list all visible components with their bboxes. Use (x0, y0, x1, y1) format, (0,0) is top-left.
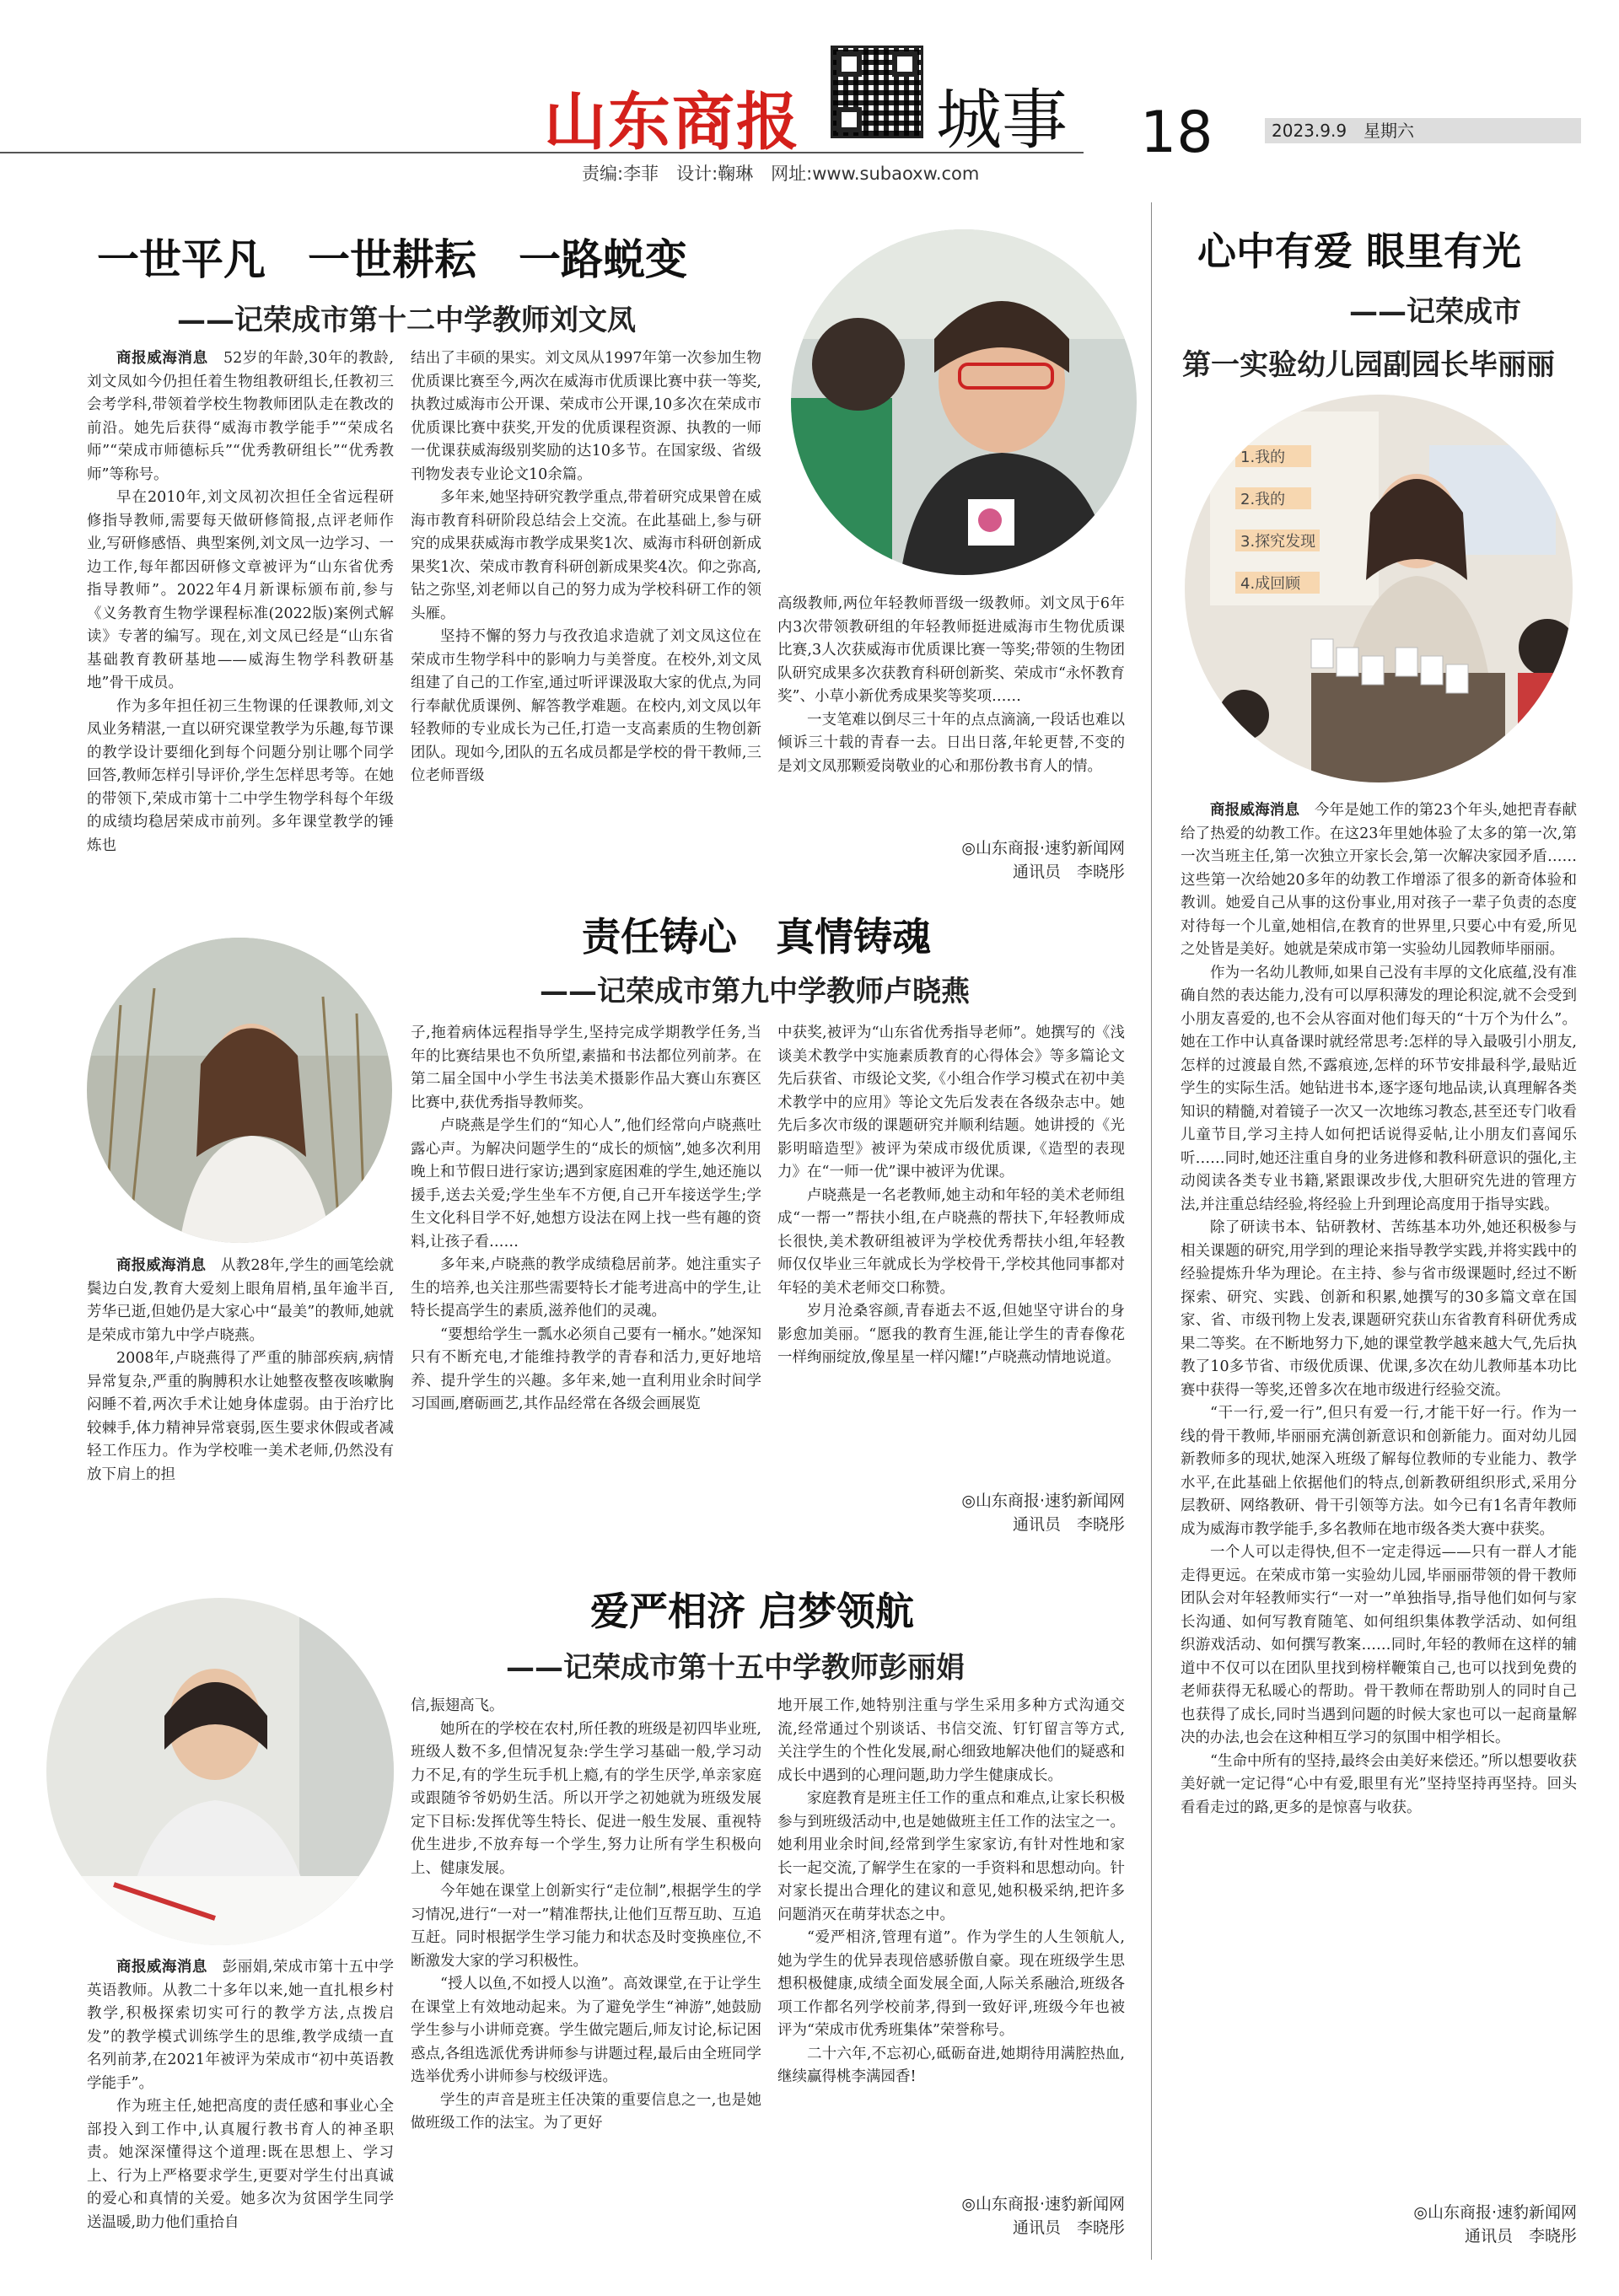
reporter-line: 通讯员 李晓彤 (1012, 863, 1125, 881)
paragraph: 结出了丰硕的果实。刘文凤从1997年第一次参加生物优质课比赛至今,两次在威海市优质课比赛中获一等奖,执教过威海市公开课、荣成市公开课,10多次在荣成市优质课比赛中获奖,开发的优质课程资源、执教的一师一优课获威海级别奖励的达10多节。在国家级、省级刊物发表专业论文10余篇。 (411, 350, 761, 483)
article1-column-2 (411, 347, 761, 883)
paragraph: 今年她在课堂上创新实行“走位制”,根据学生的学习情况,进行“一对一”精准帮扶,让他们互帮互助、互追互赶。同时根据学生学习能力和状态及时变换座位,不断激发大家的学习积极性。 (411, 1883, 761, 1970)
paragraph: 卢晓燕是一名老教师,她主动和年轻的美术老师组成“一帮一”帮扶小组,在卢晓燕的帮扶下,年轻教师成长很快,美术教研组被评为学校优秀帮扶小组,年轻教师仅仅毕业三年就成长为学校骨干,学校其他同事都对年轻的美术老师交口称赞。 (777, 1186, 1125, 1297)
article3-credit (843, 1489, 1125, 1536)
article2-credit (1290, 2201, 1577, 2248)
article3-subtitle: ——记荣成市第九中学教师卢晓燕 (540, 975, 970, 1008)
page-number: 18 (1140, 99, 1213, 166)
paragraph: 多年来,她坚持研究教学重点,带着研究成果曾在威海市教育科研阶段总结会上交流。在此基础上,参与研究的成果获威海市教学成果奖1次、威海市科研创新成果奖1次、荣成市教育科研创新成果奖4次。仰之弥高,钻之弥坚,刘老师以自己的努力成为学校科研工作的领头雁。 (411, 489, 761, 622)
paragraph: 卢晓燕是学生们的“知心人”,他们经常向卢晓燕吐露心声。为解决问题学生的“成长的烦恼”,她多次利用晚上和节假日进行家访;遇到家庭困难的学生,她还施以援手,送去关爱;学生坐车不方便,自己开车接送学生;学生文化科目学不好,她想方设法在网上找一些有趣的资料,让孩子看…… (411, 1117, 761, 1250)
article2-subtitle-line2: 第一实验幼儿园副园长毕丽丽 (1182, 348, 1555, 382)
paragraph: 坚持不懈的努力与孜孜追求造就了刘文凤这位在荣成市生物学科中的影响力与美誉度。在校外,刘文凤组建了自己的工作室,通过听评课汲取大家的优点,为同行奉献优质课例、解答教学难题。在校内,刘文凤以年轻教师的专业成长为己任,打造一支高素质的生物创新团队。现如今,团队的五名成员都是学校的骨干教师,三位老师晋级 (411, 628, 761, 784)
paragraph: 信,振翅高飞。 (411, 1697, 504, 1714)
paragraph: 学生的声音是班主任决策的重要信息之一,也是她做班级工作的法宝。为了更好 (411, 2091, 761, 2132)
paragraph: 从教28年,学生的画笔绘就鬓边白发,教育大爱刻上眼角眉梢,虽年逾半百,芳华已逝,但她仍是大家心中“最美”的教师,她就是荣成市第九中学卢晓燕。 (87, 1257, 394, 1344)
article4-column-2 (411, 1695, 761, 2256)
paragraph: 地开展工作,她特别注重与学生采用多种方式沟通交流,经常通过个别谈话、书信交流、钉钉留言等方式,关注学生的个性化发展,耐心细致地解决他们的疑惑和成长中遇到的心理问题,助力学生健康成长。 (777, 1697, 1125, 1784)
article3-column-2 (411, 1022, 761, 1625)
source-line: ◎山东商报·速豹新闻网 (961, 839, 1125, 858)
article1-lead: 商报威海消息 (116, 350, 208, 367)
reporter-line: 通讯员 李晓彤 (1012, 1515, 1125, 1534)
photo-sign: 4.成回顾 (1240, 575, 1301, 593)
paragraph: 多年来,卢晓燕的教学成绩稳居前茅。她注重实子生的培养,也关注那些需要特长才能考进高中的学生,让特长提高学生的素质,滋养他们的灵魂。 (411, 1256, 761, 1320)
photo-sign: 1.我的 (1240, 449, 1286, 466)
paragraph: 作为多年担任初三生物课的任课教师,刘文凤业务精湛,一直以研究课堂教学为乐趣,每节课的教学设计要细化到每个问题分别让哪个同学回答,教师怎样引导评价,学生怎样思考等。在她的带领下,荣成市第十二中学生物学科每个年级的成绩均稳居荣成市前列。多年课堂教学的锤炼也 (87, 697, 394, 854)
paragraph: 作为班主任,她把高度的责任感和事业心全部投入到工作中,认真履行教书育人的神圣职责。她深深懂得这个道理:既在思想上、学习上、行为上严格要求学生,更要对学生付出真诚的爱心和真情的关爱。她多次为贫困学生同学送温暖,助力他们重拾自 (87, 2098, 394, 2231)
paragraph: 作为一名幼儿教师,如果自己没有丰厚的文化底蕴,没有准确自然的表达能力,没有可以厚积薄发的理论积淀,就不会受到小朋友喜爱的,也不会从容面对他们每天的“十万个为什么”。她在工作中认真备课时就经常思考:怎样的导入最吸引小朋友,怎样的过渡最自然,不露痕迹,怎样的环节安排最科学,最贴近学生的实际生活。她钻进书本,逐字逐句地品读,认真理解各类知识的精髓,对着镜子一次又一次地练习教态,甚至还专门收看儿童节目,学习主持人如何把话说得妥帖,让小朋友们喜闻乐听……同时,她还注重自身的业务进修和教科研意识的强化,主动阅读各类专业书籍,紧跟课改步伐,大胆研究先进的管理方法,并注重总结经验,将经验上升到理论高度用于指导实践。 (1181, 964, 1577, 1213)
article3-column-3 (777, 1022, 1125, 1486)
article4-column-1 (87, 1956, 394, 2253)
column-divider (1151, 202, 1152, 2260)
article2-subtitle-line1: ——记荣成市 (1349, 295, 1521, 329)
paragraph: 今年是她工作的第23个年头,她把青春献给了热爱的幼教工作。在这23年里她体验了太多的第一次,第一次当班主任,第一次独立开家长会,第一次解决家园矛盾……这些第一次给她20多年的幼教工作增添了很多的新奇体验和教训。她爱自己从事的这份事业,用对孩子一辈子负责的态度对待每一个儿童,她相信,在教育的世界里,只要心中有爱,所见之处皆是美好。她就是荣成市第一实验幼儿园教师毕丽丽。 (1181, 802, 1577, 958)
article4-lead: 商报威海消息 (116, 1959, 207, 1976)
paragraph: 中获奖,被评为“山东省优秀指导老师”。她撰写的《浅谈美术教学中实施素质教育的心得体会》等多篇论文先后获省、市级论文奖,《小组合作学习模式在初中美术教学中的应用》等论文先后发表在各级杂志中。她先后多次市级的课题研究并顺利结题。她讲授的《光影明暗造型》被评为荣成市级优质课,《造型的表现力》在“一师一优”课中被评为优课。 (777, 1024, 1125, 1180)
paragraph: “爱严相济,管理有道”。作为学生的人生领航人,她为学生的优异表现倍感骄傲自豪。现在班级学生思想积极健康,成绩全面发展全面,人际关系融洽,班级各项工作都名列学校前茅,得到一致好评,班级今年也被评为“荣成市优秀班集体”荣誉称号。 (777, 1929, 1125, 2039)
article2-lead: 商报威海消息 (1210, 802, 1300, 819)
source-line: ◎山东商报·速豹新闻网 (1413, 2203, 1577, 2222)
paragraph: 除了研读书本、钻研教材、苦练基本功外,她还积极参与相关课题的研究,用学到的理论来指导教学实践,并将实践中的经验提炼升华为理论。在主持、参与省市级课题时,经过不断探索、研究、实践、创新和积累,她撰写的30多篇文章在国家、省、市级刊物上发表,课题研究获山东省教育科研优秀成果二等奖。在不断地努力下,她的课堂教学越来越大气,先后执教了10多节省、市级优质课、优课,多次在幼儿教师基本功比赛中获得一等奖,还曾多次在地市级进行经验交流。 (1181, 1219, 1577, 1399)
paragraph: 家庭教育是班主任工作的重点和难点,让家长积极参与到班级活动中,也是她做班主任工作的法宝之一。她利用业余时间,经常到学生家家访,有针对性地和家长一起交流,了解学生在家的一手资料和思想动向。针对家长提出合理化的建议和意见,她积极采纳,把许多问题消灭在萌芽状态之中。 (777, 1790, 1125, 1923)
paragraph: 2008年,卢晓燕得了严重的肺部疾病,病情异常复杂,严重的胸膊积水让她整夜整夜咳嗽胸闷睡不着,两次手术让她身体虚弱。由于治疗比较棘手,体力精神异常衰弱,医生要求休假或者减轻工作压力。作为学校唯一美术老师,仍然没有放下肩上的担 (87, 1350, 394, 1483)
paragraph: “干一行,爱一行”,但只有爱一行,才能干好一行。作为一线的骨干教师,毕丽丽充满创新意识和创新能力。面对幼儿园新教师多的现状,她深入班级了解每位教师的专业能力、教学水平,在此基础上依据他们的特点,创新教研组织形式,采用分层教研、网络教研、骨干引领等方法。如今已有1名青年教师成为威海市教学能手,多名教师在地市级各类大赛中获奖。 (1181, 1405, 1577, 1538)
paragraph: “授人以鱼,不如授人以渔”。高效课堂,在于让学生在课堂上有效地动起来。为了避免学生“神游”,她鼓励学生参与小讲师竞赛。学生做完题后,师友讨论,标记困惑点,各组选派优秀讲师参与讲题过程,最后由全班同学选举优秀小讲师参与校级评选。 (411, 1976, 761, 2085)
article1-column-1 (87, 347, 394, 883)
paragraph: 早在2010年,刘文凤初次担任全省远程研修指导教师,需要每天做研修简报,点评老师作业,写研修感悟、典型案例,刘文凤一边学习、一边工作,每年都因研修文章被评为“山东省优秀指导教师”。2022年4月新课标颁布前,参与《义务教育生物学课程标准(2022版)案例式解读》专著的编写。现在,刘文凤已经是“山东省基础教育教研基地——威海生物学科教研基地”骨干成员。 (87, 489, 394, 691)
paragraph: “要想给学生一瓢水必须自己要有一桶水。”她深知只有不断充电,才能维持教学的青春和活力,更好地培养、提升学生的兴趣。多年来,她一直利用业余时间学习国画,磨砺画艺,其作品经常在各级会画展览 (411, 1325, 761, 1412)
article3-title: 责任铸心 真情铸魂 (582, 914, 931, 960)
article2-photo (1185, 395, 1573, 782)
paragraph: 二十六年,不忘初心,砥砺奋进,她期待用满腔热血,继续赢得桃李满园香! (777, 2045, 1125, 2085)
article4-photo (46, 1598, 394, 1945)
article1-column-3 (777, 593, 1125, 842)
page-credits: 责编:李菲 设计:鞠琳 网址:www.subaoxw.com (582, 164, 980, 184)
header-rule (0, 152, 1084, 153)
qr-code-icon (831, 46, 923, 138)
article4-subtitle: ——记荣成市第十五中学教师彭丽娟 (506, 1651, 965, 1685)
paragraph: 一个人可以走得快,但不一定走得远——只有一群人才能走得更远。在荣成市第一实验幼儿园,毕丽丽带领的骨干教师团队会对年轻教师实行“一对一”单独指导,指导他们如何与家长沟通、如何写教育随笔、如何组织集体教学活动、如何组织游戏活动、如何撰写教案……同时,年轻的教师在这样的辅道中不仅可以在团队里找到榜样鞭策自己,也可以找到免费的老师获得无私暖心的帮助。骨干教师在帮助别人的同时自己也获得了成长,同时当遇到问题的时候大家也可以一起商量解决的办法,也会在这种相互学习的氛围中相学相长。 (1181, 1544, 1577, 1746)
source-line: ◎山东商报·速豹新闻网 (961, 1492, 1125, 1510)
article3-photo (87, 938, 392, 1243)
article3-lead: 商报威海消息 (116, 1257, 207, 1274)
article2-body (1181, 799, 1577, 2174)
article4-column-3 (777, 1695, 1125, 2174)
paragraph: 彭丽娟,荣成市第十五中学英语教师。从教二十多年以来,她一直扎根乡村教学,积极探索切实可行的教学方法,点拨启发”的教学模式训练学生的思维,教学成绩一直名列前茅,在2021年被评为荣成市“初中英语教学能手”。 (87, 1959, 394, 2092)
article4-credit (843, 2192, 1125, 2240)
section-name: 城事 (936, 83, 1068, 159)
paragraph: 她所在的学校在农村,所任教的班级是初四毕业班,班级人数不多,但情况复杂:学生学习基础一般,学习动力不足,有的学生玩手机上瘾,有的学生厌学,单亲家庭或跟随爷爷奶奶生活。所以开学之初她就为班级发展定下目标:发挥优等生特长、促进一般生发展、重视特优生进步,不放弃每一个学生,努力让所有学生积极向上、健康发展。 (411, 1720, 761, 1877)
paragraph: 52岁的年龄,30年的教龄,刘文凤如今仍担任着生物组教研组长,任教初三会考学科,带领着学校生物教师团队走在教改的前沿。她先后获得“威海市教学能手”“荣成名师”“荣成市师德标兵”“优秀教研组长”“优秀教师”等称号。 (87, 350, 394, 483)
article1-subtitle: ——记荣成市第十二中学教师刘文凤 (177, 304, 636, 337)
article1-photo (791, 229, 1137, 575)
paragraph: 子,拖着病体远程指导学生,坚持完成学期教学任务,当年的比赛结果也不负所望,素描和书法都位列前茅。在第二届全国中小学生书法美术摄影作品大赛山东赛区比赛中,获优秀指导教师奖。 (411, 1024, 761, 1111)
paragraph: 一支笔难以倒尽三十年的点点滴滴,一段话也难以倾诉三十载的青春一去。日出日落,年轮更替,不变的是刘文凤那颗爱岗敬业的心和那份教书育人的情。 (777, 711, 1125, 775)
reporter-line: 通讯员 李晓彤 (1464, 2227, 1577, 2245)
paragraph: “生命中所有的坚持,最终会由美好来偿还。”所以想要收获美好就一定记得“心中有爱,眼里有光”坚持坚持再坚持。回头看看走过的路,更多的是惊喜与收获。 (1181, 1752, 1577, 1816)
article2-title: 心中有爱 眼里有光 (1197, 229, 1522, 274)
source-line: ◎山东商报·速豹新闻网 (961, 2195, 1125, 2213)
paragraph: 高级教师,两位年轻教师晋级一级教师。刘文凤于6年内3次带领教研组的年轻教师挺进威海市生物优质课比赛,3人次获威海市优质课比赛一等奖;带领的生物团队研究成果多次获教育科研创新奖、荣成市“永怀教育奖”、小草小新优秀成果奖等奖项…… (777, 595, 1125, 705)
article1-credit (843, 836, 1125, 884)
paragraph: 岁月沧桑容颜,青春逝去不返,但她坚守讲台的身影愈加美丽。“愿我的教育生涯,能让学生的青春像花一样绚丽绽放,像星星一样闪耀!”卢晓燕动情地说道。 (777, 1303, 1125, 1366)
article1-title: 一世平凡 一世耕耘 一路蜕变 (97, 235, 687, 284)
photo-sign: 3.探究发现 (1240, 533, 1316, 551)
weekday: 星期六 (1364, 121, 1415, 141)
date-bar (1265, 118, 1581, 143)
reporter-line: 通讯员 李晓彤 (1012, 2218, 1125, 2237)
article3-column-1 (87, 1255, 394, 1630)
photo-sign: 2.我的 (1240, 491, 1286, 508)
masthead-logo: 山东商报 (544, 86, 800, 159)
issue-date: 2023.9.9 (1272, 121, 1347, 141)
article4-title: 爱严相济 启梦领航 (590, 1589, 915, 1634)
